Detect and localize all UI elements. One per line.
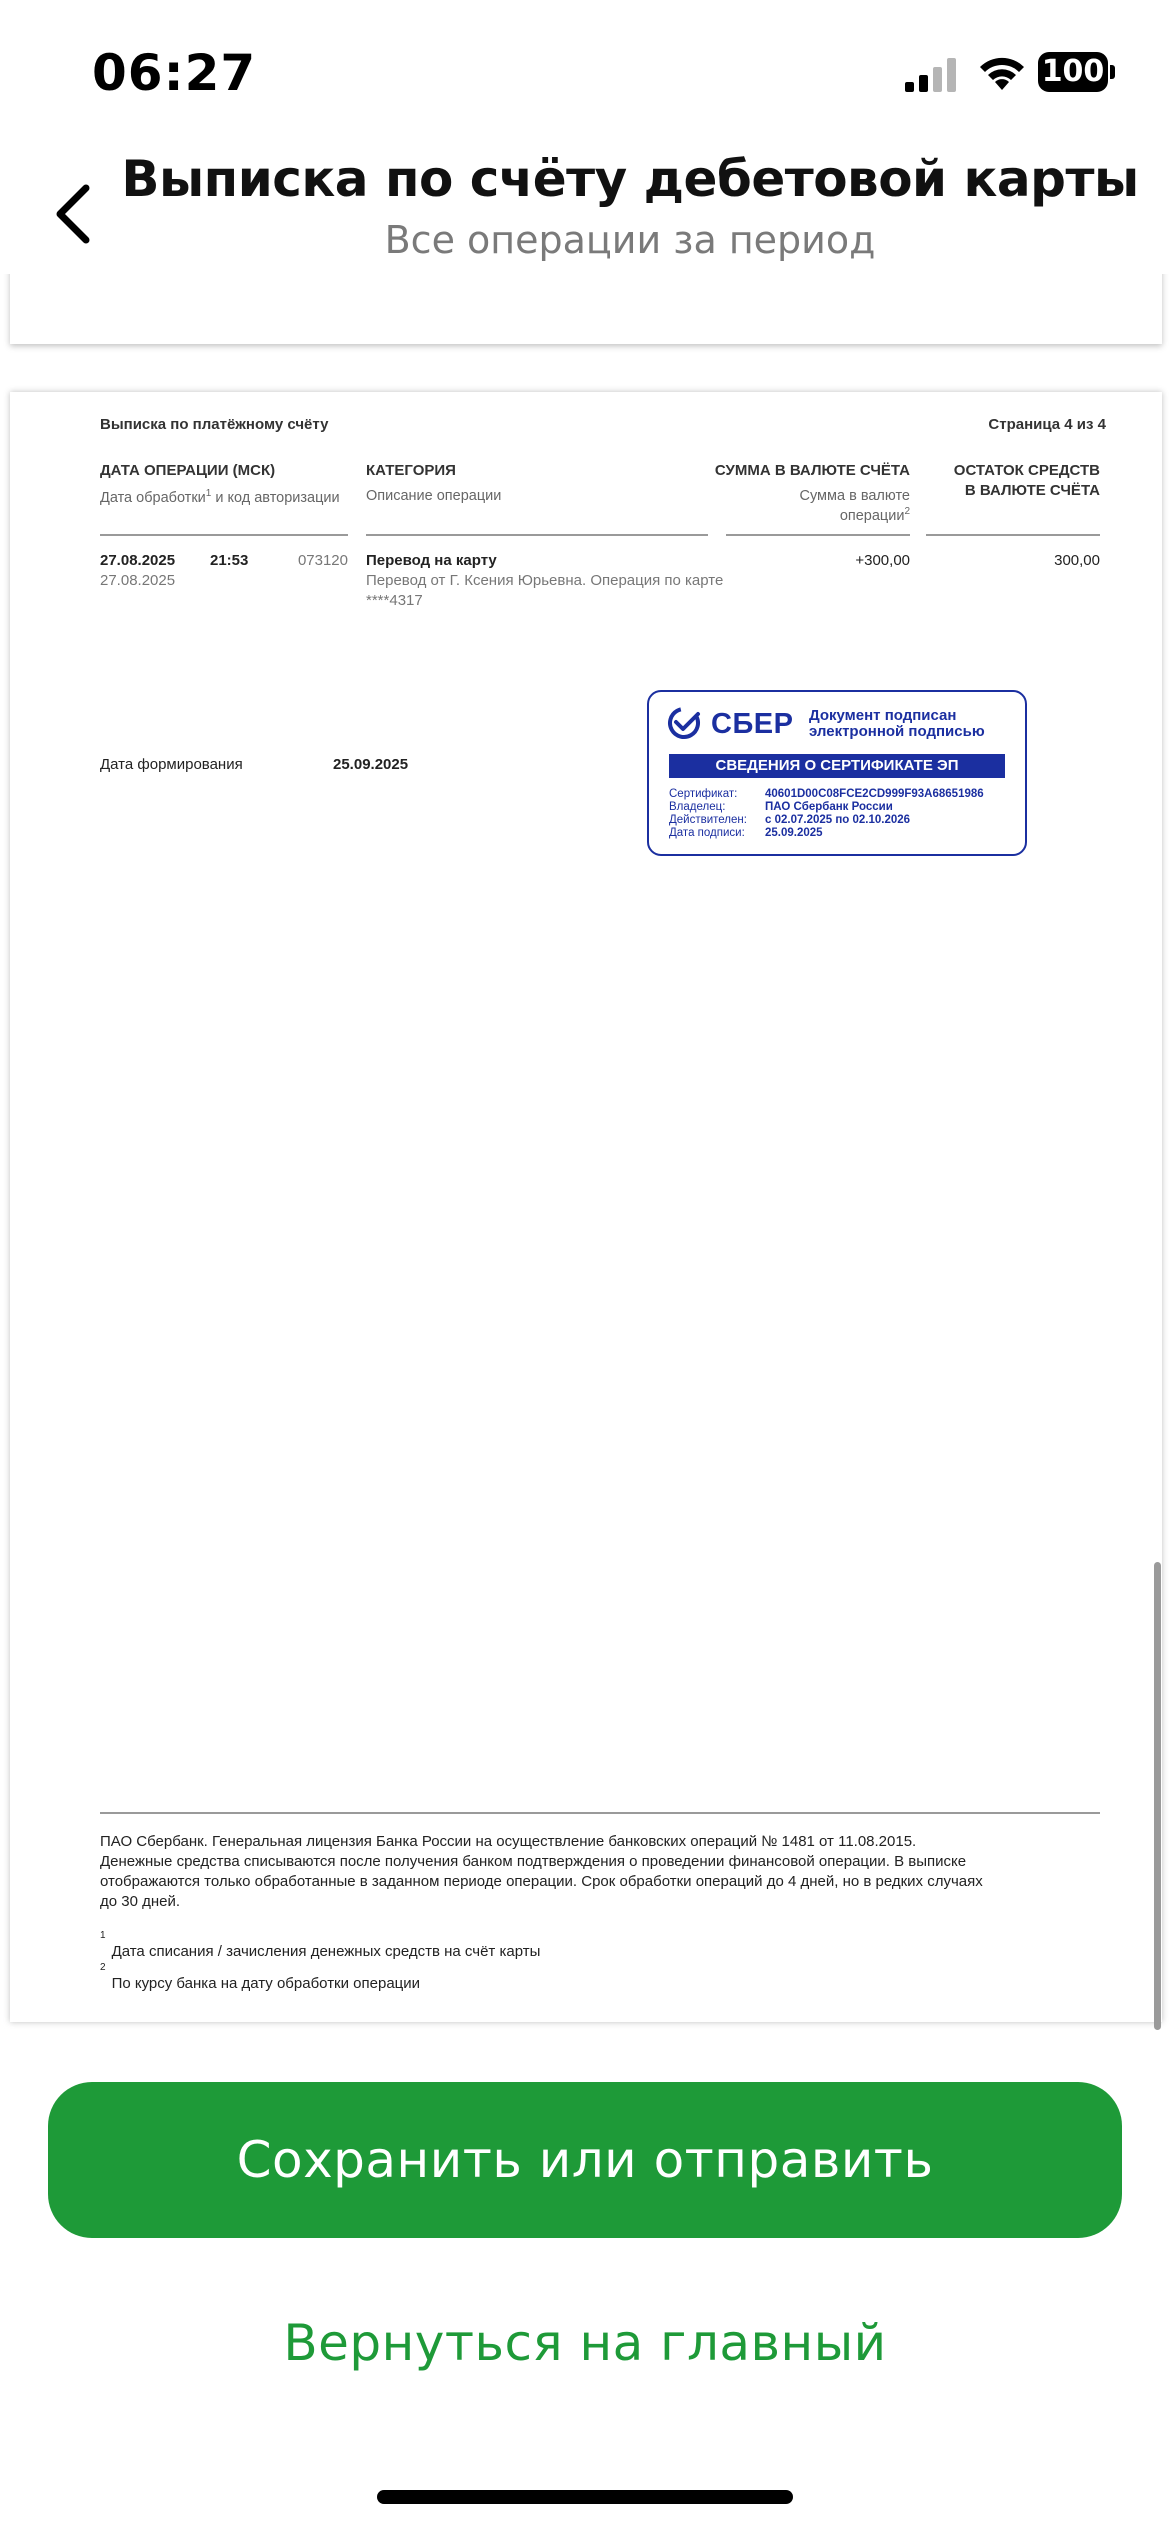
footnote-ref-2: 2 [904,506,910,517]
footnote-1 [100,1930,541,1960]
home-indicator [377,2490,793,2504]
e-signature-stamp [647,690,1027,856]
document-title: Выписка по платёжному счёту [100,416,329,433]
battery-cap [1110,65,1115,79]
transaction-description-line1: Перевод от Г. Ксения Юрьевна. Операция по карте [366,572,724,589]
column-header-balance-line1: ОСТАТОК СРЕДСТВ [953,462,1100,479]
transaction-date: 27.08.2025 [100,552,176,569]
divider [926,534,1100,536]
transaction-time: 21:53 [210,552,249,569]
column-sub-date-rest: и код авторизации [211,489,340,506]
footnote-ref-1: 1 [205,488,212,499]
footer-text [100,1832,1000,1912]
column-sub-date-text: Дата обработки [100,489,206,506]
footer-line: ПАО Сбербанк. Генеральная лицензия Банка России на осуществление банковских операций № 1481 от 11.08.2015. [100,1833,917,1850]
transaction-amount: +300,00 [855,552,910,569]
column-sub-category: Описание операции [366,488,502,504]
transaction-category: Перевод на карту [366,552,497,569]
footer-line: отображаются только обработанные в заданном периоде операции. Срок обработки операций до 4 дней, но в редких случаях [100,1873,983,1890]
footnote-1-mark: 1 [100,1930,106,1941]
document-viewer[interactable] [0,274,1170,2034]
column-sub-amount-line2 [710,506,910,524]
page-number: Страница 4 из 4 [988,416,1106,433]
footnote-2-mark: 2 [100,1962,106,1973]
column-header-balance-line2: В ВАЛЮТЕ СЧЁТА [964,482,1100,499]
transaction-auth-code: 073120 [297,552,348,569]
document-page [10,392,1162,2022]
cellular-signal-icon [905,58,959,92]
stamp-note-line2: электронной подписью [809,723,985,740]
footnote-2 [100,1962,421,1992]
footer-line: до 30 дней. [100,1893,181,1910]
stamp-band: СВЕДЕНИЯ О СЕРТИФИКАТЕ ЭП [669,754,1005,778]
save-or-send-button[interactable]: Сохранить или отправить [48,2082,1122,2238]
divider [726,534,910,536]
chevron-left-icon [52,182,92,246]
scrollbar[interactable] [1154,1562,1161,2030]
battery-icon [1038,52,1114,92]
stamp-valid-label: Действителен: [669,814,747,826]
transaction-description-line2: ****4317 [366,592,423,609]
back-button[interactable] [40,174,104,254]
header [0,150,1170,274]
status-bar [0,0,1170,150]
transaction-processed-date: 27.08.2025 [100,572,176,589]
transaction-balance: 300,00 [1054,552,1100,569]
column-sub-amount-line2-text: операции [839,507,905,524]
footnote-2-text: По курсу банка на дату обработки операции [111,1975,421,1992]
stamp-cert-value: 40601D00C08FCE2CD999F93A68651986 [765,788,984,800]
stamp-note-line1: Документ подписан [809,707,957,724]
footer-line: Денежные средства списываются после получения банком подтверждения о проведении финансовой операции. В выписке [100,1853,967,1870]
return-home-link[interactable]: Вернуться на главный [283,2314,887,2372]
column-header-amount: СУММА В ВАЛЮТЕ СЧЁТА [714,462,910,479]
divider [366,534,708,536]
generated-date: 25.09.2025 [333,756,409,773]
battery-level: 100 [1038,52,1108,92]
page-subtitle: Все операции за период [384,218,876,262]
stamp-owner-value: ПАО Сбербанк России [765,801,893,813]
column-header-date: ДАТА ОПЕРАЦИИ (МСК) [100,462,276,479]
footnote-1-text: Дата списания / зачисления денежных средств на счёт карты [111,1943,541,1960]
column-sub-date [100,488,340,506]
column-sub-amount-line1: Сумма в валюте [799,488,910,504]
previous-page [10,274,1162,344]
column-header-category: КАТЕГОРИЯ [366,462,456,479]
stamp-sign-value: 25.09.2025 [765,827,823,839]
generated-label: Дата формирования [100,756,243,773]
footer-divider [100,1812,1100,1814]
status-time: 06:27 [92,44,257,102]
sber-check-logo [667,706,701,740]
stamp-note [809,708,1019,740]
divider [100,534,348,536]
page-title: Выписка по счёту дебетовой карты [121,150,1139,208]
stamp-brand: СБЕР [711,708,794,740]
stamp-valid-value: с 02.07.2025 по 02.10.2026 [765,814,911,826]
stamp-owner-label: Владелец: [669,801,726,813]
stamp-cert-label: Сертификат: [669,788,738,800]
stamp-sign-label: Дата подписи: [669,827,745,839]
wifi-icon [978,54,1026,92]
